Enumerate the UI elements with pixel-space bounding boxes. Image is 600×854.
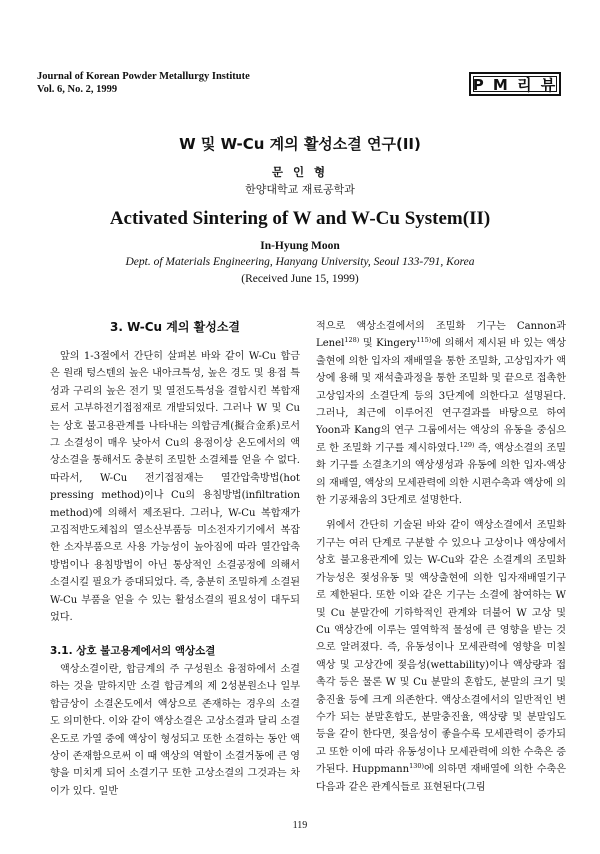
journal-header (37, 70, 250, 96)
text-run: 에 의해서 제시된 바 있는 액상출현에 의한 입자의 재배열을 통한 조밀화, 고상입자가 액상에 용해 및 재석출과정을 통한 조밀화 및 끝으로 접촉한 고상입자의 소결단계 등의 3단계에 의한다고 설명된다. 그러나, 최근에 이루어진 연구결과를 바탕으로 하여 Yoon과 Kang의 연구 그룹에서는 액상의 유동을 중심으로 한 조밀화 기구를 제시하였다. (316, 338, 566, 454)
journal-volume: Vol. 6, No. 2, 1999 (37, 84, 118, 95)
reference-129: 129) (459, 440, 475, 449)
right-paragraph-1 (316, 318, 566, 509)
right-paragraph-2 (316, 517, 566, 796)
korean-affiliation: 한양대학교 재료공학과 (245, 183, 355, 196)
page-number: 119 (292, 820, 308, 831)
text-run: 에 의하면 재배열에 의한 수축은 다음과 같은 관계식들로 표현된다(그림 (316, 764, 566, 793)
subsection-heading: 3.1. 상호 불고용계에서의 액상소결 (50, 644, 216, 657)
text-run: 및 Kingery (359, 338, 417, 350)
text-run: 적으로 액상소결에서의 조밀화 기구는 Cannon과 Lenel (316, 321, 566, 350)
reference-128: 128) (344, 336, 360, 345)
korean-author: 문 인 형 (271, 165, 329, 179)
text-run: 위에서 간단히 기술된 바와 같이 액상소결에서 조밀화 기구는 여러 단계로 구분할 수 있으나 고상이나 액상에서 상호 불고용관계에 있는 W-Cu와 같은 소결계의 조밀화 가능성은 젖성유동 및 액상출현에 의한 입자재배열기구로 제한된다. 또한 이와 같은 기구는 소결에 참여하는 W 및 Cu 분말간에 기하학적인 관계와 더불어 W 고상 및 Cu 액상간에 이루는 열역학적 물성에 큰 영향을 받는 것으로 알려졌다. 즉, 유동성이나 모세관력에 영향을 미칠 액상 및 고상간에 젖음성(wettability)이나 액상량과 접촉각 등은 물론 W 및 Cu 분말의 혼합도, 분말의 크기 및 충진율 등에 크게 의존한다. 액상소결에서의 일반적인 변수가 되는 분말혼합도, 분말충진율, 액상량 및 분말입도 등을 같이 한다면, 젖음성이 좋을수록 모세관력이 증가되고 또한 이에 따라 유동성이나 모세관력에 의한 수축은 증가된다. Huppmann (316, 520, 566, 776)
journal-name: Journal of Korean Powder Metallurgy Institute (37, 71, 250, 82)
left-column (50, 318, 300, 800)
english-author: In-Hyung Moon (260, 240, 340, 252)
left-paragraph-2: 액상소결이란, 합금계의 주 구성원소 융점하에서 소결하는 것을 말하지만 소결 합금계의 제 2성분원소나 일부 합금상이 소결온도에서 액상으로 존재하는 경우의 소결도 의미한다. 이와 같이 액상소결은 고상소결과 달리 소결온도로 가열 중에 액상이 형성되고 또한 소결하는 동안 액상이 존재함으로써 이 때 액상의 역할이 소결거동에 큰 영향을 미치게 되어 소결기구 또한 고상소결의 그것과는 차이가 있다. 일반 (50, 663, 300, 797)
section-heading: 3. W-Cu 계의 활성소결 (109, 320, 241, 334)
reference-130: 130) (409, 762, 425, 771)
right-column (316, 318, 566, 796)
korean-title: W 및 W-Cu 계의 활성소결 연구(II) (179, 135, 421, 153)
category-badge: P M 리 뷰 (469, 72, 561, 96)
english-affiliation: Dept. of Materials Engineering, Hanyang University, Seoul 133-791, Korea (125, 256, 475, 268)
left-paragraph-1: 앞의 1-3절에서 간단히 살펴본 바와 같이 W-Cu 합금은 원래 텅스텐의 높은 내아크특성, 높은 경도 및 용접 특성과 구리의 높은 전기 및 열전도특성을 결합시킨 복합재료서 고부하전기접점재로 개발되었다. 그러나 W 및 Cu는 상호 불고용관계를 나타내는 의합금계(擬合金系)로서 그 소결성이 매우 낮아서 Cu의 용점이상 온도에서의 액상소결을 통해서도 충분히 조밀한 소결체를 얻을 수 없다. 따라서, W-Cu 전기접점재는 열간압축방법(hot pressing method)이나 Cu의 용침방법(infiltration method)에 의해서 제조된다. 그러나, W-Cu 복합재가 고집적반도체칩의 열소산부품등 미소전자기기에서 복잡한 소자부품으로 사용 가능성이 높아짐에 따라 열간압축방법이나 용침방법이 아닌 통상적인 소결공정에 의해서 소결시킬 필요가 증대되었다. 즉, 충분히 조밀하게 소결된 W-Cu 부품을 얻을 수 있는 활성소결의 필요성이 대두되었다. (50, 351, 300, 624)
text-run: 즉, 액상소결의 조밀화 기구를 소결초기의 액상생성과 유동에 의한 입자-액상의 재배열, 액상의 모세관력에 의한 시편수축과 액상에 의한 기공채움의 3단계로 설명한다. (316, 442, 566, 507)
english-title: Activated Sintering of W and W-Cu System(II) (109, 208, 491, 229)
reference-115: 115) (416, 336, 432, 345)
received-date: (Received June 15, 1999) (241, 273, 359, 285)
